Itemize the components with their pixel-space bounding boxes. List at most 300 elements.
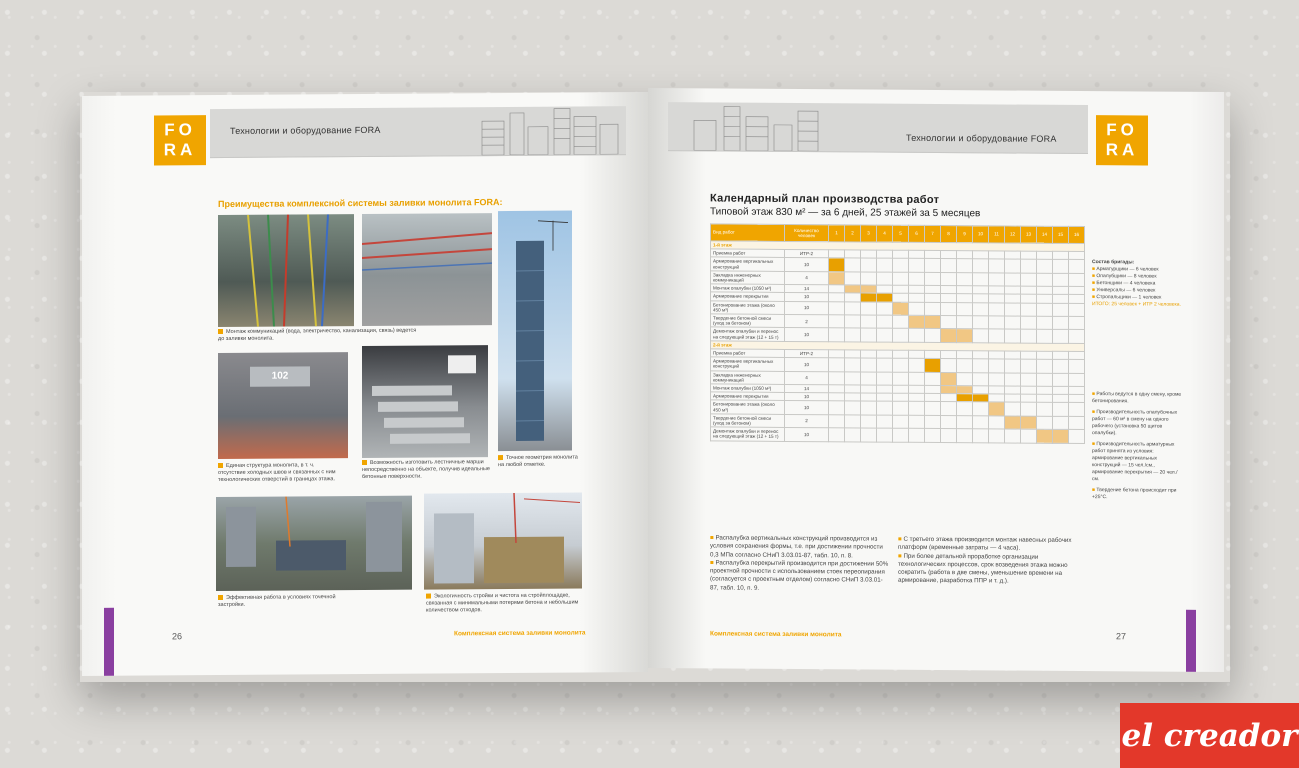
gantt-cell bbox=[861, 328, 877, 342]
gantt-cell bbox=[1069, 373, 1085, 387]
bullet-square: ■ bbox=[1092, 287, 1097, 294]
note-item bbox=[1092, 487, 1184, 502]
gantt-cell bbox=[941, 329, 957, 343]
gantt-cell bbox=[829, 401, 845, 415]
gantt-cell bbox=[1005, 429, 1021, 443]
day-header: 13 bbox=[1021, 226, 1037, 243]
task-label: Демонтаж опалубки и перенос на следующий этаж (12 + 15 т) bbox=[711, 327, 785, 341]
task-label: Закладка инженерных коммуникаций bbox=[711, 271, 785, 285]
gantt-cell bbox=[877, 402, 893, 416]
gantt-cell bbox=[1005, 273, 1021, 287]
photo-tower bbox=[498, 211, 572, 452]
paragraph-text: Распалубка вертикальных конструкций производится из условия сохранения формы, т.е. при достижении прочности 0,3 МПа согласно СНиП 3.03.01-87, табл. 10, п. 8. bbox=[710, 534, 883, 560]
gantt-cell bbox=[925, 251, 941, 259]
gantt-cell bbox=[861, 385, 877, 393]
caption-text: Эффективная работа в условиях точечной застройки. bbox=[218, 594, 336, 609]
gantt-cell bbox=[989, 402, 1005, 416]
day-header: 10 bbox=[973, 226, 989, 243]
gantt-cell bbox=[1037, 286, 1053, 294]
gantt-cell bbox=[1021, 394, 1037, 402]
caption-text: Единая структура монолита, в т. ч. отсутствие холодных швов и связанных с ним технологических отверстий в границах этажа. bbox=[218, 462, 336, 484]
gantt-cell bbox=[893, 393, 909, 401]
gantt-cell bbox=[925, 385, 941, 393]
gantt-cell bbox=[1037, 386, 1053, 394]
gantt-cell bbox=[845, 358, 861, 372]
task-label: Армирование перекрытия bbox=[711, 292, 785, 301]
gantt-cell bbox=[1005, 286, 1021, 294]
gantt-cell bbox=[957, 259, 973, 273]
gantt-cell bbox=[925, 329, 941, 343]
gantt-cell bbox=[861, 358, 877, 372]
gantt-cell bbox=[925, 259, 941, 273]
day-header: 1 bbox=[829, 225, 845, 242]
gantt-cell bbox=[1005, 329, 1021, 343]
gantt-cell bbox=[1069, 403, 1085, 417]
gantt-cell bbox=[877, 350, 893, 358]
bullet-square bbox=[218, 463, 223, 468]
gantt-cell bbox=[1053, 403, 1069, 417]
gantt-cell bbox=[1069, 316, 1085, 330]
gantt-cell bbox=[1037, 351, 1053, 359]
gantt-cell bbox=[957, 429, 973, 443]
day-header: 11 bbox=[989, 226, 1005, 243]
gantt-cell bbox=[893, 259, 909, 273]
gantt-cell bbox=[989, 394, 1005, 402]
gantt-cell bbox=[909, 402, 925, 416]
bullet-square: ■ bbox=[1092, 487, 1097, 494]
gantt-cell bbox=[877, 372, 893, 386]
gantt-cell bbox=[845, 301, 861, 315]
task-label: Армирование перекрытия bbox=[711, 392, 785, 401]
caption-text: Точное геометрия монолита на любой отметке. bbox=[498, 454, 578, 469]
task-qty: 10 bbox=[785, 393, 829, 402]
day-header: 4 bbox=[877, 225, 893, 242]
gantt-cell bbox=[1037, 416, 1053, 430]
gantt-cell bbox=[1053, 386, 1069, 394]
gantt-cell bbox=[989, 316, 1005, 330]
gantt-cell bbox=[989, 386, 1005, 394]
crew-block bbox=[1092, 259, 1188, 309]
day-header: 14 bbox=[1037, 226, 1053, 243]
day-header: 12 bbox=[1005, 226, 1021, 243]
task-qty: 10 bbox=[785, 293, 829, 302]
gantt-cell bbox=[989, 251, 1005, 259]
gantt-cell bbox=[941, 372, 957, 386]
gantt-cell bbox=[1053, 430, 1069, 444]
gantt-cell bbox=[1021, 251, 1037, 259]
gantt-cell bbox=[893, 285, 909, 293]
notes-list bbox=[1092, 391, 1184, 506]
gantt-cell bbox=[893, 415, 909, 429]
bullet-square: ■ bbox=[1092, 280, 1097, 287]
gantt-cell bbox=[957, 294, 973, 302]
gantt-cell bbox=[861, 393, 877, 401]
gantt-cell bbox=[1053, 416, 1069, 430]
gantt-cell bbox=[829, 385, 845, 393]
gantt-cell bbox=[1069, 430, 1085, 444]
gantt-cell bbox=[877, 315, 893, 329]
bullet-square bbox=[362, 460, 367, 465]
gantt-cell bbox=[1005, 294, 1021, 302]
task-label: Твердение бетонной смеси (уход за бетоном) bbox=[711, 314, 785, 328]
gantt-cell bbox=[909, 394, 925, 402]
gantt-cell bbox=[973, 359, 989, 373]
gantt-cell bbox=[957, 416, 973, 430]
gantt-cell bbox=[845, 415, 861, 429]
gantt-cell bbox=[1069, 386, 1085, 394]
gantt-cell bbox=[861, 428, 877, 442]
gantt-cell bbox=[893, 302, 909, 316]
skyline-graphic bbox=[684, 102, 834, 151]
gantt-cell bbox=[1069, 330, 1085, 344]
gantt-cell bbox=[1053, 273, 1069, 287]
gantt-cell bbox=[861, 372, 877, 386]
gantt-cell bbox=[1021, 403, 1037, 417]
task-label: Твердение бетонной смеси (уход за бетоном) bbox=[711, 414, 785, 428]
gantt-cell bbox=[909, 415, 925, 429]
gantt-cell bbox=[1037, 303, 1053, 317]
gantt-cell bbox=[989, 416, 1005, 430]
gantt-cell bbox=[1037, 403, 1053, 417]
gantt-cell bbox=[973, 302, 989, 316]
caption-structure bbox=[218, 462, 338, 484]
watermark-logo: el creador bbox=[1120, 703, 1299, 768]
gantt-cell bbox=[1037, 394, 1053, 402]
day-header: 15 bbox=[1053, 226, 1069, 243]
gantt-cell bbox=[845, 385, 861, 393]
gantt-cell bbox=[1005, 359, 1021, 373]
gantt-cell bbox=[925, 415, 941, 429]
crew-total: ИТОГО: 25 человек + ИТР 2 человека. bbox=[1092, 301, 1181, 308]
footer-title: Комплексная система заливки монолита bbox=[710, 630, 842, 639]
gantt-cell bbox=[1005, 373, 1021, 387]
gantt-cell bbox=[1005, 402, 1021, 416]
photo-stairs bbox=[362, 345, 488, 458]
gantt-cell bbox=[845, 350, 861, 358]
gantt-cell bbox=[829, 293, 845, 301]
gantt-cell bbox=[989, 429, 1005, 443]
gantt-cell bbox=[941, 394, 957, 402]
gantt-cell bbox=[957, 329, 973, 343]
gantt-cell bbox=[861, 285, 877, 293]
bullet-square bbox=[218, 595, 223, 600]
gantt-task-row bbox=[711, 427, 1085, 443]
gantt-cell bbox=[861, 315, 877, 329]
gantt-cell bbox=[845, 328, 861, 342]
gantt-cell bbox=[893, 315, 909, 329]
plan-subtitle: Типовой этаж 830 м² — за 6 дней, 25 этажей за 5 месяцев bbox=[710, 206, 981, 220]
gantt-cell bbox=[957, 372, 973, 386]
gantt-cell bbox=[893, 385, 909, 393]
gantt-cell bbox=[909, 385, 925, 393]
gantt-cell bbox=[1053, 316, 1069, 330]
gantt-cell bbox=[909, 315, 925, 329]
gantt-cell bbox=[909, 429, 925, 443]
stage-label: 1-й этаж bbox=[711, 241, 1085, 252]
gantt-cell bbox=[1021, 351, 1037, 359]
gantt-cell bbox=[925, 294, 941, 302]
gantt-cell bbox=[1005, 386, 1021, 394]
logo-text-top: FO bbox=[1106, 120, 1138, 140]
gantt-cell bbox=[845, 372, 861, 386]
crew-text: Опалубщики — 8 человек bbox=[1096, 273, 1157, 280]
gantt-cell bbox=[877, 415, 893, 429]
gantt-cell bbox=[957, 351, 973, 359]
gantt-cell bbox=[925, 402, 941, 416]
caption-text: Монтаж коммуникаций (вода, электричество, канализация, связь) ведется до заливки монолита. bbox=[218, 327, 417, 343]
paragraph-left bbox=[710, 534, 890, 593]
note-text: Производительность арматурных работ принята из условия: армирование вертикальных конструкций — 15 чел./см., армирование перекрытия — 20 чел./см. bbox=[1092, 441, 1178, 483]
paragraph-item bbox=[898, 536, 1084, 554]
gantt-cell bbox=[973, 351, 989, 359]
section-heading: Преимущества комплексной системы заливки монолита FORA: bbox=[218, 197, 503, 210]
gantt-cell bbox=[861, 401, 877, 415]
gantt-cell bbox=[1053, 295, 1069, 303]
gantt-cell bbox=[941, 429, 957, 443]
gantt-cell bbox=[989, 359, 1005, 373]
task-label: Закладка инженерных коммуникаций bbox=[711, 371, 785, 385]
plan-title: Календарный план производства работ bbox=[710, 192, 940, 207]
gantt-cell bbox=[861, 293, 877, 301]
gantt-cell bbox=[1069, 360, 1085, 374]
gantt-cell bbox=[829, 285, 845, 293]
task-label: Монтаж опалубки (1050 м²) bbox=[711, 384, 785, 393]
crew-list bbox=[1092, 266, 1188, 302]
gantt-cell bbox=[989, 302, 1005, 316]
fora-logo bbox=[154, 115, 206, 165]
gantt-cell bbox=[1053, 330, 1069, 344]
gantt-cell bbox=[1069, 416, 1085, 430]
gantt-cell bbox=[1021, 259, 1037, 273]
gantt-cell bbox=[973, 294, 989, 302]
gantt-cell bbox=[909, 259, 925, 273]
gantt-cell bbox=[909, 302, 925, 316]
task-qty: ИТР-2 bbox=[785, 349, 829, 358]
gantt-cell bbox=[877, 285, 893, 293]
gantt-cell bbox=[973, 259, 989, 273]
task-qty: 10 bbox=[785, 428, 829, 442]
gantt-cell bbox=[973, 416, 989, 430]
task-qty: 10 bbox=[785, 301, 829, 315]
task-label: Армирование вертикальных конструкций bbox=[711, 357, 785, 371]
note-text: Твердение бетона происходит при +25°С. bbox=[1092, 487, 1177, 501]
gantt-cell bbox=[1021, 386, 1037, 394]
day-header: 16 bbox=[1069, 226, 1085, 243]
header-title: Технологии и оборудование FORA bbox=[906, 132, 1057, 144]
gantt-cell bbox=[989, 286, 1005, 294]
paragraph-text: При более детальной проработке организации технологических процессов, срок возведения этажа можно сократить (работа в две смены, уменьшение времени на армирование, разработка ППР и т. д.). bbox=[898, 552, 1068, 585]
task-label: Бетонирование этажа (около 450 м³) bbox=[711, 301, 785, 315]
task-label: Приемка работ bbox=[711, 349, 785, 358]
gantt-cell bbox=[1021, 273, 1037, 287]
gantt-cell bbox=[893, 402, 909, 416]
gantt-cell bbox=[877, 250, 893, 258]
gantt-cell bbox=[941, 316, 957, 330]
gantt-cell bbox=[909, 359, 925, 373]
gantt-cell bbox=[909, 350, 925, 358]
gantt-cell bbox=[1005, 351, 1021, 359]
gantt-cell bbox=[941, 272, 957, 286]
gantt-cell bbox=[861, 302, 877, 316]
gantt-cell bbox=[1005, 416, 1021, 430]
gantt-cell bbox=[941, 251, 957, 259]
gantt-cell bbox=[973, 386, 989, 394]
gantt-cell bbox=[1053, 395, 1069, 403]
task-qty: 14 bbox=[785, 385, 829, 394]
note-item bbox=[1092, 441, 1184, 484]
gantt-cell bbox=[877, 428, 893, 442]
gantt-cell bbox=[845, 393, 861, 401]
page-number: 27 bbox=[1116, 631, 1127, 642]
gantt-cell bbox=[829, 258, 845, 272]
gantt-cell bbox=[877, 385, 893, 393]
gantt-cell bbox=[941, 294, 957, 302]
gantt-cell bbox=[893, 294, 909, 302]
purple-accent-bar bbox=[104, 608, 114, 676]
purple-accent-bar bbox=[1186, 610, 1196, 672]
gantt-cell bbox=[941, 415, 957, 429]
task-label: Приемка работ bbox=[711, 249, 785, 258]
task-qty: 4 bbox=[785, 271, 829, 285]
task-qty: 10 bbox=[785, 358, 829, 372]
caption-stairs bbox=[362, 459, 494, 481]
gantt-cell bbox=[925, 429, 941, 443]
task-qty: 2 bbox=[785, 314, 829, 328]
photo-communications bbox=[218, 214, 354, 327]
photo-label-102: 102 bbox=[250, 366, 310, 386]
gantt-cell bbox=[973, 429, 989, 443]
crew-text: Бетонщики — 4 человека bbox=[1096, 280, 1156, 287]
caption-eco bbox=[426, 592, 586, 614]
gantt-cell bbox=[877, 302, 893, 316]
gantt-cell bbox=[1021, 330, 1037, 344]
footer-title: Комплексная система заливки монолита bbox=[454, 629, 586, 638]
gantt-cell bbox=[989, 294, 1005, 302]
paragraph-item bbox=[710, 534, 890, 560]
gantt-cell bbox=[957, 302, 973, 316]
gantt-cell bbox=[1005, 251, 1021, 259]
paragraph-right bbox=[898, 536, 1084, 587]
gantt-cell bbox=[941, 259, 957, 273]
task-qty: 10 bbox=[785, 328, 829, 342]
bullet-square: ■ bbox=[1092, 441, 1097, 448]
crew-text: Универсалы — 6 человек bbox=[1096, 287, 1156, 294]
gantt-cell bbox=[957, 272, 973, 286]
gantt-cell bbox=[861, 415, 877, 429]
gantt-cell bbox=[973, 273, 989, 287]
gantt-cell bbox=[957, 394, 973, 402]
day-header: 7 bbox=[925, 225, 941, 242]
gantt-cell bbox=[925, 359, 941, 373]
day-header: 5 bbox=[893, 225, 909, 242]
gantt-cell bbox=[1021, 286, 1037, 294]
gantt-cell bbox=[1021, 316, 1037, 330]
gantt-cell bbox=[941, 359, 957, 373]
gantt-cell bbox=[845, 293, 861, 301]
gantt-cell bbox=[1037, 273, 1053, 287]
bullet-square: ■ bbox=[1092, 294, 1097, 301]
skyline-graphic bbox=[462, 106, 626, 155]
gantt-cell bbox=[973, 316, 989, 330]
caption-geometry bbox=[498, 455, 578, 470]
gantt-cell bbox=[989, 351, 1005, 359]
gantt-cell bbox=[877, 329, 893, 343]
fora-logo bbox=[1096, 115, 1148, 165]
gantt-cell bbox=[957, 286, 973, 294]
gantt-cell bbox=[1069, 273, 1085, 287]
crew-text: Стропальщики — 1 человек bbox=[1096, 294, 1162, 301]
gantt-cell bbox=[925, 350, 941, 358]
stage-label: 2-й этаж bbox=[711, 341, 1085, 352]
note-text: Производительность опалубочных работ — 60 м² в смену на одного рабочего (установка 50 щитов опалубки). bbox=[1092, 409, 1178, 437]
day-header: 9 bbox=[957, 226, 973, 243]
day-header: 8 bbox=[941, 226, 957, 243]
gantt-cell bbox=[973, 251, 989, 259]
gantt-cell bbox=[1037, 316, 1053, 330]
gantt-cell bbox=[1069, 303, 1085, 317]
gantt-cell bbox=[877, 393, 893, 401]
gantt-cell bbox=[925, 302, 941, 316]
gantt-cell bbox=[909, 372, 925, 386]
note-item bbox=[1092, 391, 1184, 406]
gantt-cell bbox=[973, 286, 989, 294]
gantt-cell bbox=[1069, 295, 1085, 303]
gantt-cell bbox=[861, 258, 877, 272]
gantt-cell bbox=[973, 402, 989, 416]
gantt-cell bbox=[1069, 395, 1085, 403]
task-qty: 2 bbox=[785, 414, 829, 428]
caption-text: Экологичность стройки и чистота на стройплощадке, связанная с минимальными потерями бетона и небольшим количеством отходов. bbox=[426, 592, 579, 614]
crew-text: Арматурщики — 6 человек bbox=[1096, 266, 1159, 273]
gantt-cell bbox=[973, 394, 989, 402]
gantt-cell bbox=[861, 250, 877, 258]
bullet-square: ■ bbox=[1092, 391, 1097, 398]
gantt-cell bbox=[829, 315, 845, 329]
gantt-cell bbox=[1021, 373, 1037, 387]
bullet-square: ■ bbox=[898, 552, 904, 560]
task-qty: 10 bbox=[785, 401, 829, 415]
task-label: Монтаж опалубки (1050 м²) bbox=[711, 284, 785, 293]
caption-text: Возможность изготовить лестничные марши непосредственно на объекте, получив идеальные бетонные поверхности. bbox=[362, 459, 490, 481]
gantt-cell bbox=[957, 386, 973, 394]
logo-text-bottom: RA bbox=[1105, 140, 1139, 160]
gantt-cell bbox=[877, 294, 893, 302]
gantt-cell bbox=[941, 402, 957, 416]
col-qty-header: Количество человек bbox=[785, 224, 829, 241]
gantt-cell bbox=[925, 272, 941, 286]
task-qty: 14 bbox=[785, 285, 829, 294]
gantt-cell bbox=[925, 315, 941, 329]
gantt-cell bbox=[877, 258, 893, 272]
task-label: Армирование вертикальных конструкций bbox=[711, 257, 785, 271]
photo-monolith-floor bbox=[218, 352, 348, 459]
gantt-cell bbox=[893, 358, 909, 372]
gantt-cell bbox=[893, 350, 909, 358]
gantt-cell bbox=[1005, 303, 1021, 317]
bullet-square bbox=[498, 455, 503, 460]
crew-title: Состав бригады: bbox=[1092, 259, 1135, 266]
gantt-cell bbox=[1053, 303, 1069, 317]
gantt-cell bbox=[877, 358, 893, 372]
header-title: Технологии и оборудование FORA bbox=[230, 124, 381, 136]
right-page bbox=[648, 88, 1224, 672]
gantt-cell bbox=[829, 272, 845, 286]
logo-text-bottom: RA bbox=[163, 140, 197, 160]
bullet-square: ■ bbox=[1092, 266, 1097, 273]
bullet-square: ■ bbox=[898, 535, 904, 543]
gantt-cell bbox=[925, 372, 941, 386]
gantt-cell bbox=[1037, 295, 1053, 303]
